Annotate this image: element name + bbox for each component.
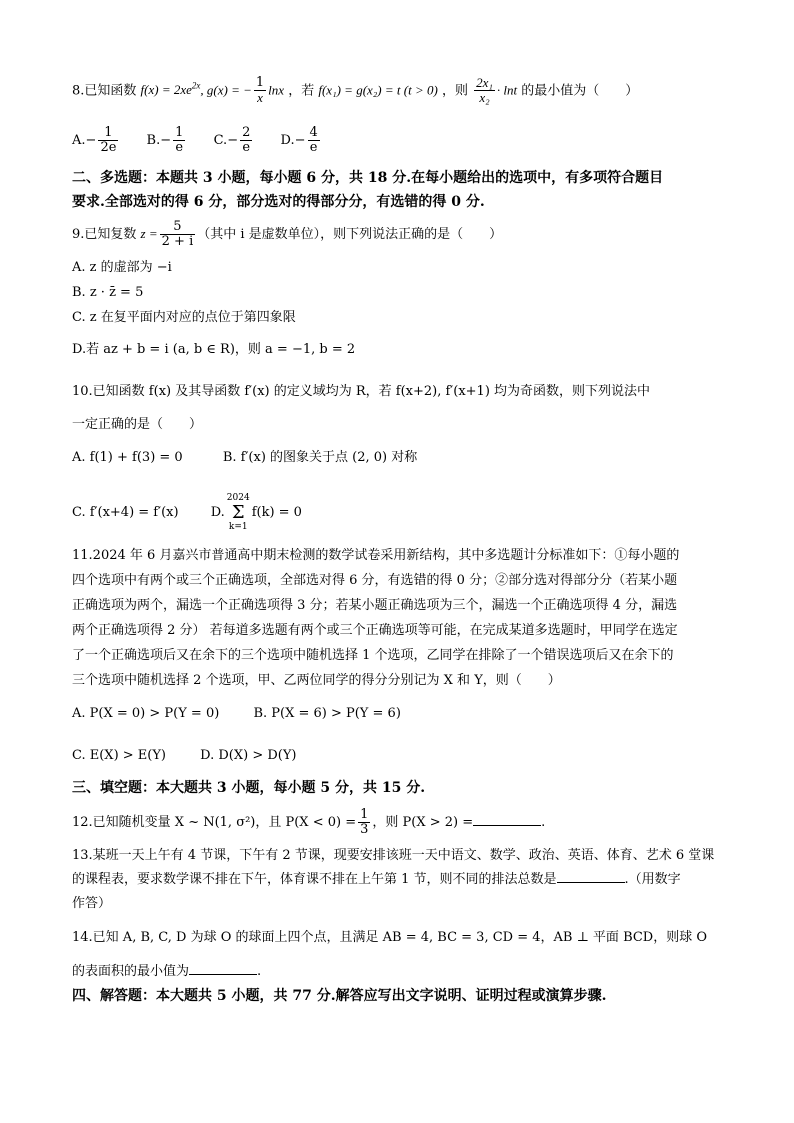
q11-line-5: 了一个正确选项后又在余下的三个选项中随机选择 1 个选项，乙同学在排除了一个错误选项后又在余下的 <box>72 648 674 663</box>
q13-line-3: 作答） <box>72 896 112 911</box>
q13-line-2: 的课程表，要求数学课不排在下午，体育课不排在上午第 1 节，则不同的排法总数是 .（用数字 <box>72 872 681 887</box>
q10-stem-cont: 一定正确的是（ ） <box>72 417 203 432</box>
q8-options <box>72 126 344 155</box>
q8-option-b: B.− $\frac{1}{e}$ <box>146 125 184 155</box>
q13-line-1: 13.某班一天上午有 4 节课，下午有 2 节课，现要安排该班一天中语文、数学、政治、英语、体育、艺术 6 堂课 <box>72 848 715 863</box>
q12-frac: $\frac{1}{3}$ <box>360 807 369 837</box>
summation-symbol: 2024 Σ k=1 <box>226 492 250 532</box>
section-2-heading-cont: 要求.全部选对的得 6 分，部分选对的得部分分，有选错的得 0 分. <box>72 194 485 210</box>
q11-line-1: 11.2024 年 6 月嘉兴市普通高中期末检测的数学试卷采用新结构，其中多选题计分标准如下：①每小题的 <box>72 548 680 563</box>
q8-f-def: $f(x) = 2xe^{2x}$ <box>140 81 201 98</box>
q13-answer-blank[interactable] <box>557 870 625 883</box>
section-4-heading: 四、解答题：本大题共 5 小题，共 77 分.解答应写出文字说明、证明过程或演算步骤. <box>72 988 607 1004</box>
q9-option-b: B. z · z̄ = 5 <box>72 285 144 300</box>
q10-option-a: A. f(1) + f(3) = 0 <box>72 450 183 465</box>
q8-g-frac: $\frac{1}{x}$ <box>255 75 265 106</box>
section-2-heading: 二、多选题：本题共 3 小题，每小题 6 分，共 18 分.在每小题给出的选项中，有多项符合题目 <box>72 170 664 186</box>
q12-stem: 12.已知随机变量 X ~ N(1, σ²)，且 P(X < 0) = $\frac{1}{3}$ ，则 P(X > 2) = . <box>72 807 546 837</box>
q11-option-b: B. P(X = 6) > P(Y = 6) <box>253 706 401 721</box>
q11-option-c: C. E(X) > E(Y) <box>72 748 167 763</box>
q9-option-d: D.若 az + b = i (a, b ∈ R)，则 a = −1, b = 2 <box>72 342 356 357</box>
q8-option-a: A.− $\frac{1}{2e}$ <box>72 125 117 155</box>
q10-stem: 10.已知函数 f(x) 及其导函数 f′(x) 的定义域均为 R，若 f(x+2), f′(x+1) 均为奇函数，则下列说法中 <box>72 384 651 399</box>
q9-option-a: A. z 的虚部为 −i <box>72 260 172 275</box>
q11-options-cd <box>72 746 319 766</box>
q9-option-c: C. z 在复平面内对应的点位于第四象限 <box>72 310 296 325</box>
q8-option-d: D.− $\frac{4}{e}$ <box>280 125 318 155</box>
q10-option-c: C. f′(x+4) = f′(x) <box>72 505 179 520</box>
q11-line-2: 四个选项中有两个或三个正确选项，全部选对得 6 分，有选错的得 0 分；②部分选对得部分分（若某小题 <box>72 573 678 588</box>
q11-options-ab <box>72 704 423 724</box>
q14-line-2: 的表面积的最小值为 . <box>72 964 262 979</box>
q9-frac: $\frac{5}{2 + i}$ <box>161 219 194 249</box>
section-3-heading: 三、填空题：本大题共 3 小题，每小题 5 分，共 15 分. <box>72 780 426 796</box>
q12-answer-blank[interactable] <box>473 813 541 826</box>
q8-option-c: C.− $\frac{2}{e}$ <box>213 125 251 155</box>
q14-line-1: 14.已知 A, B, C, D 为球 O 的球面上四个点，且满足 AB = 4, BC = 3, CD = 4，AB ⊥ 平面 BCD，则球 O <box>72 930 708 945</box>
q14-answer-blank[interactable] <box>189 962 257 975</box>
q11-line-6: 三个选项中随机选择 2 个选项，甲、乙两位同学的得分分别记为 X 和 Y，则（ ） <box>72 673 561 688</box>
q10-options-ab <box>72 448 439 468</box>
q11-line-3: 正确选项为两个，漏选一个正确选项得 3 分；若某小题正确选项为三个，漏选一个正确选项得 4 分，漏选 <box>72 598 678 613</box>
q11-option-d: D. D(X) > D(Y) <box>200 748 297 763</box>
q8-stem: 8.已知函数 $f(x) = 2xe^{2x}$, g(x) = − $\frac{1}{x}$ lnx ，若 f(x₁) = g(x₂) = t (t > 0) ，则 $\frac{\text{2x₁}}{\text{x₂}}$ · lnt 的最小值为（ ） <box>72 75 639 106</box>
q9-stem: 9.已知复数 z = $\frac{5}{2 + i}$ （其中 i 是虚数单位），则下列说法正确的是（ ） <box>72 219 503 249</box>
q8-expr-frac: $\frac{\text{2x₁}}{\text{x₂}}$ <box>476 75 493 106</box>
q11-option-a: A. P(X = 0) > P(Y = 0) <box>72 706 220 721</box>
q10-option-b: B. f′(x) 的图象关于点 (2, 0) 对称 <box>222 450 418 465</box>
q11-line-4: 两个正确选项得 2 分） 若每道多选题有两个或三个正确选项等可能，在完成某道多选题时，甲同学在选定 <box>72 623 678 638</box>
q10-options-cd <box>72 490 302 536</box>
q10-option-d: D. 2024 Σ k=1 f(k) = 0 <box>210 492 302 532</box>
